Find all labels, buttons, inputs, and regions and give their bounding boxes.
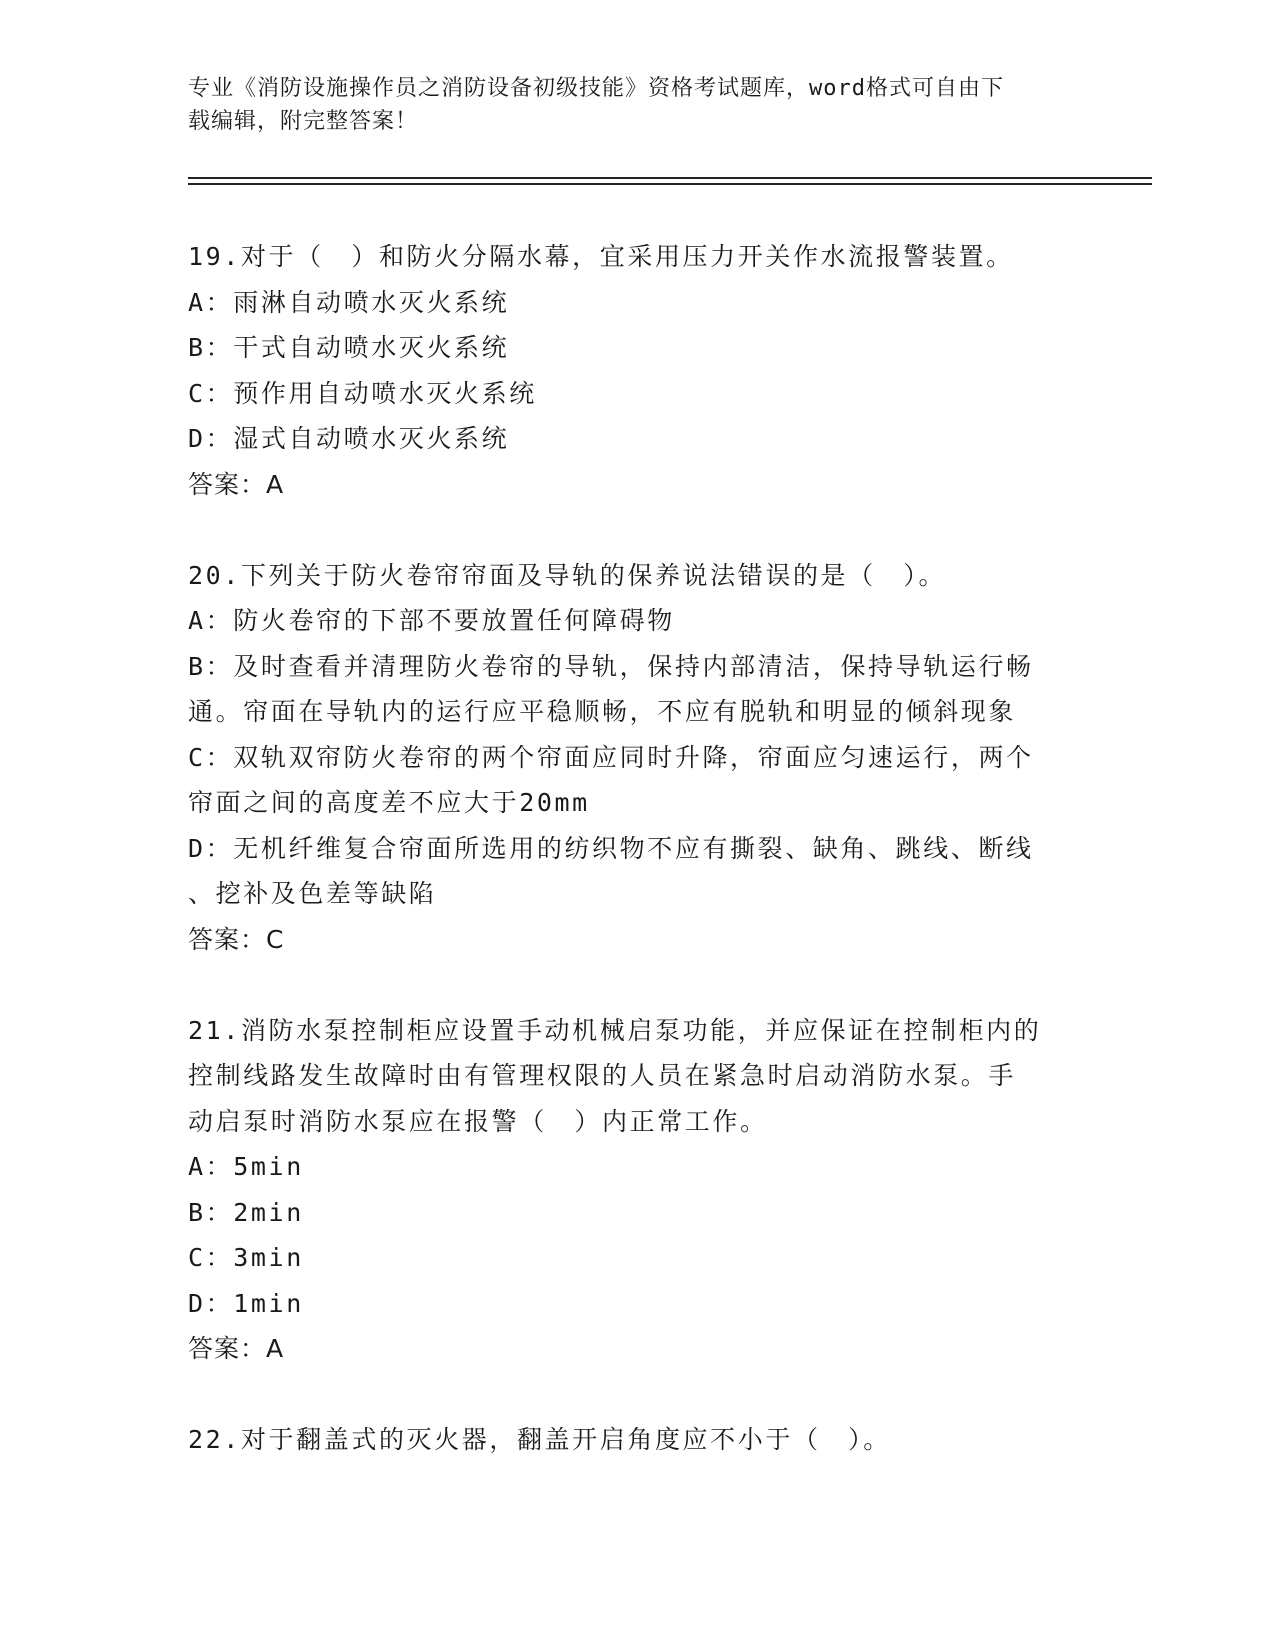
option-b	[188, 644, 1088, 735]
question-gap	[188, 962, 1088, 1008]
question-text: 21.消防水泵控制柜应设置手动机械启泵功能，并应保证在控制柜内的	[188, 1015, 1042, 1045]
question-stem	[188, 1008, 1088, 1145]
option-text: A：防火卷帘的下部不要放置任何障碍物	[188, 606, 675, 635]
option-text: C：预作用自动喷水灭火系统	[188, 378, 537, 408]
option-a	[188, 280, 1088, 326]
question-gap	[188, 1372, 1088, 1418]
question-text: 22.对于翻盖式的灭火器，翻盖开启角度应不小于（ ）。	[188, 1425, 891, 1454]
question-text: 19.对于（ ）和防火分隔水幕，宜采用压力开关作水流报警装置。	[188, 242, 1014, 271]
option-d	[188, 1281, 1088, 1327]
question-text-continued: 动启泵时消防水泵应在报警（ ）内正常工作。	[188, 1106, 768, 1136]
question-text-continued: 控制线路发生故障时由有管理权限的人员在紧急时启动消防水泵。手	[188, 1061, 1017, 1090]
option-a	[188, 598, 1088, 644]
option-text-continued: 通。帘面在导轨内的运行应平稳顺畅，不应有脱轨和明显的倾斜现象	[188, 697, 1017, 726]
option-text-continued: 帘面之间的高度差不应大于20mm	[188, 788, 590, 817]
header-divider-bottom	[188, 183, 1152, 185]
question-gap	[188, 507, 1088, 553]
answer-text: 答案：A	[188, 469, 285, 499]
question-22	[188, 1417, 1088, 1463]
option-d	[188, 826, 1088, 917]
header-divider-top	[188, 177, 1152, 179]
option-text: B：2min	[188, 1197, 304, 1227]
answer-text: 答案：C	[188, 924, 285, 954]
question-21	[188, 1008, 1088, 1372]
option-text: C：双轨双帘防火卷帘的两个帘面应同时升降，帘面应匀速运行，两个	[188, 742, 1034, 772]
question-text: 20.下列关于防火卷帘帘面及导轨的保养说法错误的是（ ）。	[188, 560, 947, 590]
option-text: B：及时查看并清理防火卷帘的导轨，保持内部清洁，保持导轨运行畅	[188, 651, 1034, 681]
question-stem	[188, 553, 1088, 599]
option-text: D：1min	[188, 1288, 304, 1318]
option-text: B：干式自动喷水灭火系统	[188, 333, 510, 362]
option-d	[188, 416, 1088, 462]
option-c	[188, 1235, 1088, 1281]
option-text: A：雨淋自动喷水灭火系统	[188, 287, 510, 317]
document-header	[188, 72, 1088, 138]
option-text-continued: 、挖补及色差等缺陷	[188, 879, 437, 908]
option-c	[188, 371, 1088, 417]
question-stem	[188, 234, 1088, 280]
question-20	[188, 553, 1088, 963]
option-a	[188, 1144, 1088, 1190]
question-19	[188, 234, 1088, 507]
header-line-2: 载编辑，附完整答案！	[188, 109, 419, 134]
option-text: D：湿式自动喷水灭火系统	[188, 424, 510, 453]
question-list	[188, 234, 1088, 1463]
header-line-1: 专业《消防设施操作员之消防设备初级技能》资格考试题库，word格式可自由下	[188, 76, 1004, 101]
option-b	[188, 325, 1088, 371]
option-text: D：无机纤维复合帘面所选用的纺织物不应有撕裂、缺角、跳线、断线	[188, 833, 1034, 863]
option-b	[188, 1190, 1088, 1236]
option-text: A：5min	[188, 1152, 304, 1181]
option-text: C：3min	[188, 1243, 304, 1272]
question-stem	[188, 1417, 1088, 1463]
answer-text: 答案：A	[188, 1334, 285, 1363]
option-c	[188, 735, 1088, 826]
